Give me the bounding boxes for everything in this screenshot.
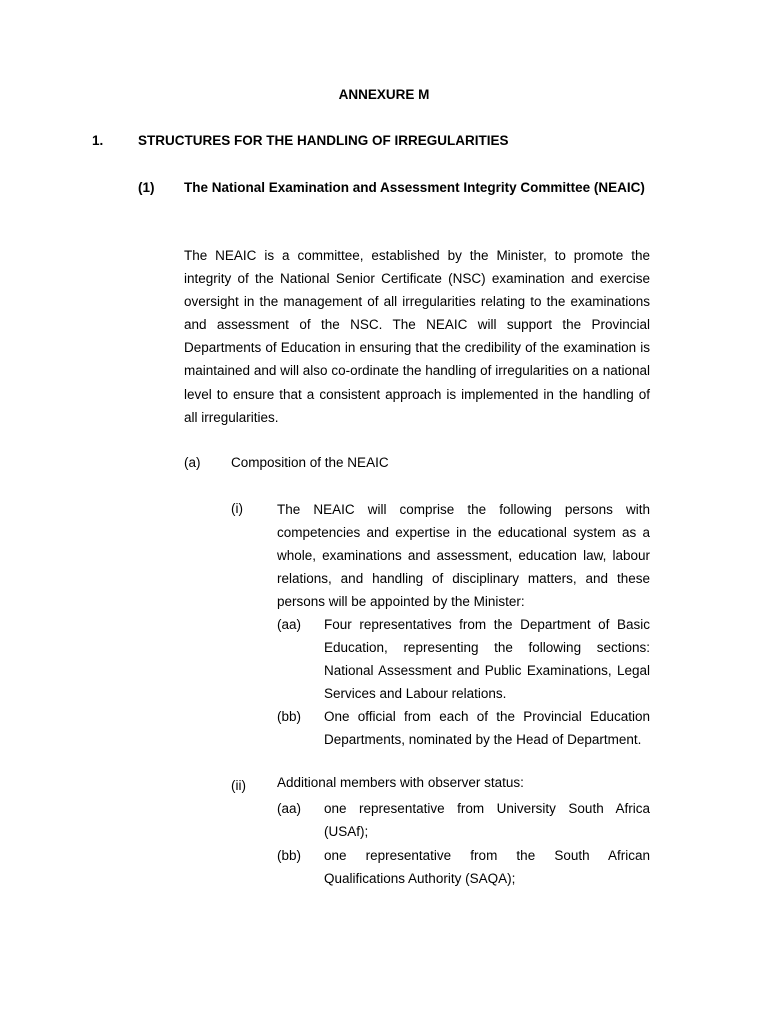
item-ii-text: Additional members with observer status: <box>277 775 524 790</box>
item-i-aa-text: Four representatives from the Department of Basic Education, representing the following sections: National Assessment and Public Examinations, Legal Services and Labour relations. <box>324 617 650 702</box>
subsection-title: The National Examination and Assessment Integrity Committee (NEAIC) <box>184 180 645 195</box>
item-i-bb-label: (bb) <box>277 709 302 724</box>
item-i-bb-text: One official from each of the Provincial Education Departments, nominated by the Head of Department. <box>324 709 650 748</box>
item-i-aa-label: (aa) <box>277 617 302 632</box>
item-ii-label: (ii) <box>231 778 246 793</box>
section-title: STRUCTURES FOR THE HANDLING OF IRREGULARITIES <box>138 133 509 148</box>
neaic-description-paragraph: The NEAIC is a committee, established by the Minister, to promote the integrity of the National Senior Certificate (NSC) examination and exercise oversight in the management of all irregularities relating to the examinations and assessment of the NSC. The NEAIC will support the Provincial Departments of Education in ensuring that the credibility of the examination is maintained and will also co-ordinate the handling of irregularities on a national level to ensure that a consistent approach is implemented in the handling of all irregularities. <box>184 248 650 425</box>
item-a-heading: Composition of the NEAIC <box>231 455 389 470</box>
item-ii-aa-label: (aa) <box>277 801 302 816</box>
subsection-number: (1) <box>138 180 155 195</box>
item-ii-aa-text: one representative from University South Africa (USAf); <box>324 801 650 840</box>
item-ii-bb-label: (bb) <box>277 848 302 863</box>
item-a-label: (a) <box>184 455 201 470</box>
item-ii-bb-text: one representative from the South African Qualifications Authority (SAQA); <box>324 848 650 887</box>
section-number: 1. <box>92 133 104 148</box>
item-i-text: The NEAIC will comprise the following persons with competencies and expertise in the educational system as a whole, examinations and assessment, education law, labour relations, and handling of disciplinary matters, and these persons will be appointed by the Minister: <box>277 502 650 610</box>
item-i-label: (i) <box>231 501 243 516</box>
annexure-title: ANNEXURE M <box>338 87 430 102</box>
